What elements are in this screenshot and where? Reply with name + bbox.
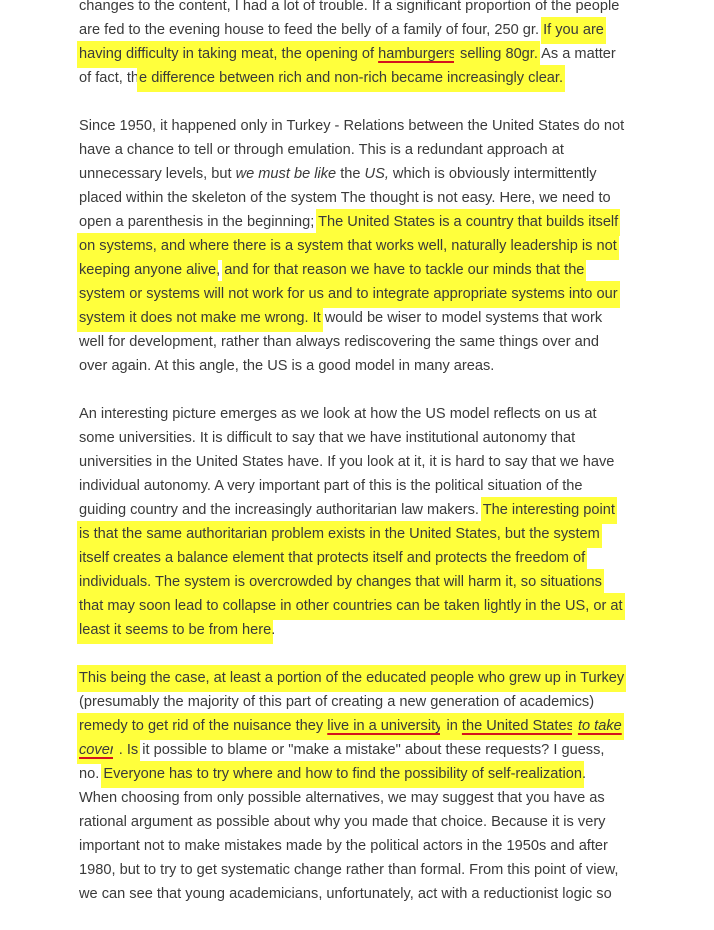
text-line xyxy=(79,714,659,738)
article-body xyxy=(79,0,659,930)
text-run: the xyxy=(336,166,365,182)
highlighted-text: e difference between rich and non-rich became increasingly clear. xyxy=(139,67,563,90)
text-run: (presumably the majority of this part of creating a new generation of academics) xyxy=(79,694,595,710)
text-line xyxy=(79,882,659,906)
text-line xyxy=(79,402,659,426)
text-run: 1980, but to try to get systematic change rather than formal. From this point of view, xyxy=(79,862,619,878)
text-line xyxy=(79,138,659,162)
highlighted-text: The system is overcrowded by changes that will harm it, so situations xyxy=(155,571,602,594)
text-run: some universities. It is difficult to say that we have institutional autonomy that xyxy=(79,430,576,446)
text-run: An interesting picture emerges as we look at how the US model reflects on us at xyxy=(79,406,597,422)
highlighted-text: If you are xyxy=(543,19,604,42)
text-run: guiding country and the increasingly authoritarian law makers. xyxy=(79,502,483,518)
text-run: over again. At this angle, the US is a good model in many areas. xyxy=(79,358,495,374)
text-line xyxy=(79,522,659,546)
text-run: it possible to blame or "make a mistake" about these requests? I guess, xyxy=(138,742,605,758)
paragraph xyxy=(79,0,659,90)
text-run: important not to make mistakes made by the political actors in the 1950s and after xyxy=(79,838,608,854)
highlighted-text: and for that reason we have to tackle our minds that the xyxy=(224,259,584,282)
text-run: . xyxy=(271,622,276,638)
text-run: have a chance to tell or through emulation. This is a redundant approach at xyxy=(79,142,564,158)
text-run: universities in the United States have. If you look at it, it is hard to say that we have xyxy=(79,454,615,470)
text-run: unnecessary levels, but xyxy=(79,166,236,182)
highlighted-text: on systems, and where there is a system that works well, naturally leadership is not xyxy=(79,235,617,258)
text-run: would be wiser to model systems that work xyxy=(320,310,603,326)
highlighted-text: system it does not make me wrong. It xyxy=(79,307,321,330)
text-line xyxy=(79,0,659,18)
text-line xyxy=(79,498,659,522)
highlighted-text: least it seems to be from here xyxy=(79,619,271,642)
text-line xyxy=(79,162,659,186)
text-run: no. xyxy=(79,766,104,782)
text-line xyxy=(79,42,659,66)
text-run: . xyxy=(581,766,587,782)
text-line xyxy=(79,234,659,258)
highlighted-text: itself creates a balance element that protects itself and protects the freedom of xyxy=(79,547,585,570)
text-line xyxy=(79,474,659,498)
highlighted-text: that may soon lead to collapse in other countries can be taken lightly in the US, or at xyxy=(79,595,623,618)
text-run: well for development, rather than always rediscovering the same things over and xyxy=(79,334,599,350)
highlighted-text: individuals. xyxy=(79,571,151,594)
highlighted-text: . Is xyxy=(115,739,139,762)
text-line xyxy=(79,858,659,882)
text-run: changes to the content, I had a lot of trouble. If a significant proportion of the people xyxy=(79,0,620,14)
highlighted-text: This being the case, at least a portion of the educated people who grew up in Turkey xyxy=(79,667,624,690)
text-line xyxy=(79,258,659,282)
text-line xyxy=(79,786,659,810)
highlighted-text: live in a university xyxy=(327,715,442,738)
text-run: Since 1950, it happened only in Turkey - Relations between the United States do not xyxy=(79,118,625,134)
text-line xyxy=(79,450,659,474)
paragraph xyxy=(79,114,659,378)
highlighted-text: the United States xyxy=(462,715,574,738)
highlighted-text: Everyone has to try where and how to find the possibility of self-realization xyxy=(103,763,582,786)
highlighted-text: cover xyxy=(79,739,115,762)
text-run: , xyxy=(216,262,225,278)
text-run: which is obviously intermittently xyxy=(388,166,597,182)
highlighted-text: authoritarian problem exists in the United States, but the system xyxy=(186,523,600,546)
text-run: rational argument as possible about why you made that choice. Because it is very xyxy=(79,814,606,830)
text-line xyxy=(79,570,659,594)
paragraph xyxy=(79,666,659,906)
text-line xyxy=(79,738,659,762)
text-run: individual autonomy. A very important part of this is the political situation of the xyxy=(79,478,583,494)
text-line xyxy=(79,666,659,690)
text-run: we must be like xyxy=(235,166,337,182)
highlighted-text: having difficulty in taking meat, the opening of xyxy=(79,43,378,66)
text-line xyxy=(79,618,659,642)
text-run: of fact, th xyxy=(79,70,140,86)
text-line xyxy=(79,762,659,786)
text-line xyxy=(79,354,659,378)
highlighted-text: system or systems will not work for us and to integrate appropriate systems into our xyxy=(79,283,618,306)
text-line xyxy=(79,426,659,450)
text-run: placed within the skeleton of the system The thought is not easy. Here, we need to xyxy=(79,190,611,206)
text-line xyxy=(79,834,659,858)
text-run: US, xyxy=(364,166,389,182)
highlighted-text: The interesting point xyxy=(483,499,615,522)
text-line xyxy=(79,546,659,570)
text-line xyxy=(79,594,659,618)
highlighted-text: The United States is a country that builds itself xyxy=(318,211,618,234)
text-line xyxy=(79,810,659,834)
paragraph xyxy=(79,402,659,642)
highlighted-text: remedy to get rid of the nuisance they xyxy=(79,715,327,738)
text-line xyxy=(79,186,659,210)
highlighted-text: keeping anyone alive xyxy=(79,259,216,282)
text-line xyxy=(79,210,659,234)
text-run: open a parenthesis in the beginning; xyxy=(79,214,319,230)
text-line xyxy=(79,690,659,714)
highlighted-text: hamburgers xyxy=(378,43,456,66)
text-run: are fed to the evening house to feed the belly of a family of four, 250 gr. xyxy=(79,22,544,38)
text-run: When choosing from only possible alternatives, we may suggest that you have as xyxy=(79,790,605,806)
text-line xyxy=(79,66,659,90)
text-line xyxy=(79,306,659,330)
highlighted-text: selling 80gr. xyxy=(456,43,538,66)
text-run: we can see that young academicians, unfortunately, act with a reductionist logic so xyxy=(79,886,612,902)
text-line xyxy=(79,114,659,138)
text-line xyxy=(79,282,659,306)
text-run: As a matter xyxy=(537,46,616,62)
text-line xyxy=(79,18,659,42)
highlighted-text: in xyxy=(442,715,461,738)
highlighted-text: is that the same xyxy=(79,523,186,546)
text-line xyxy=(79,330,659,354)
highlighted-text: to take xyxy=(578,715,622,738)
